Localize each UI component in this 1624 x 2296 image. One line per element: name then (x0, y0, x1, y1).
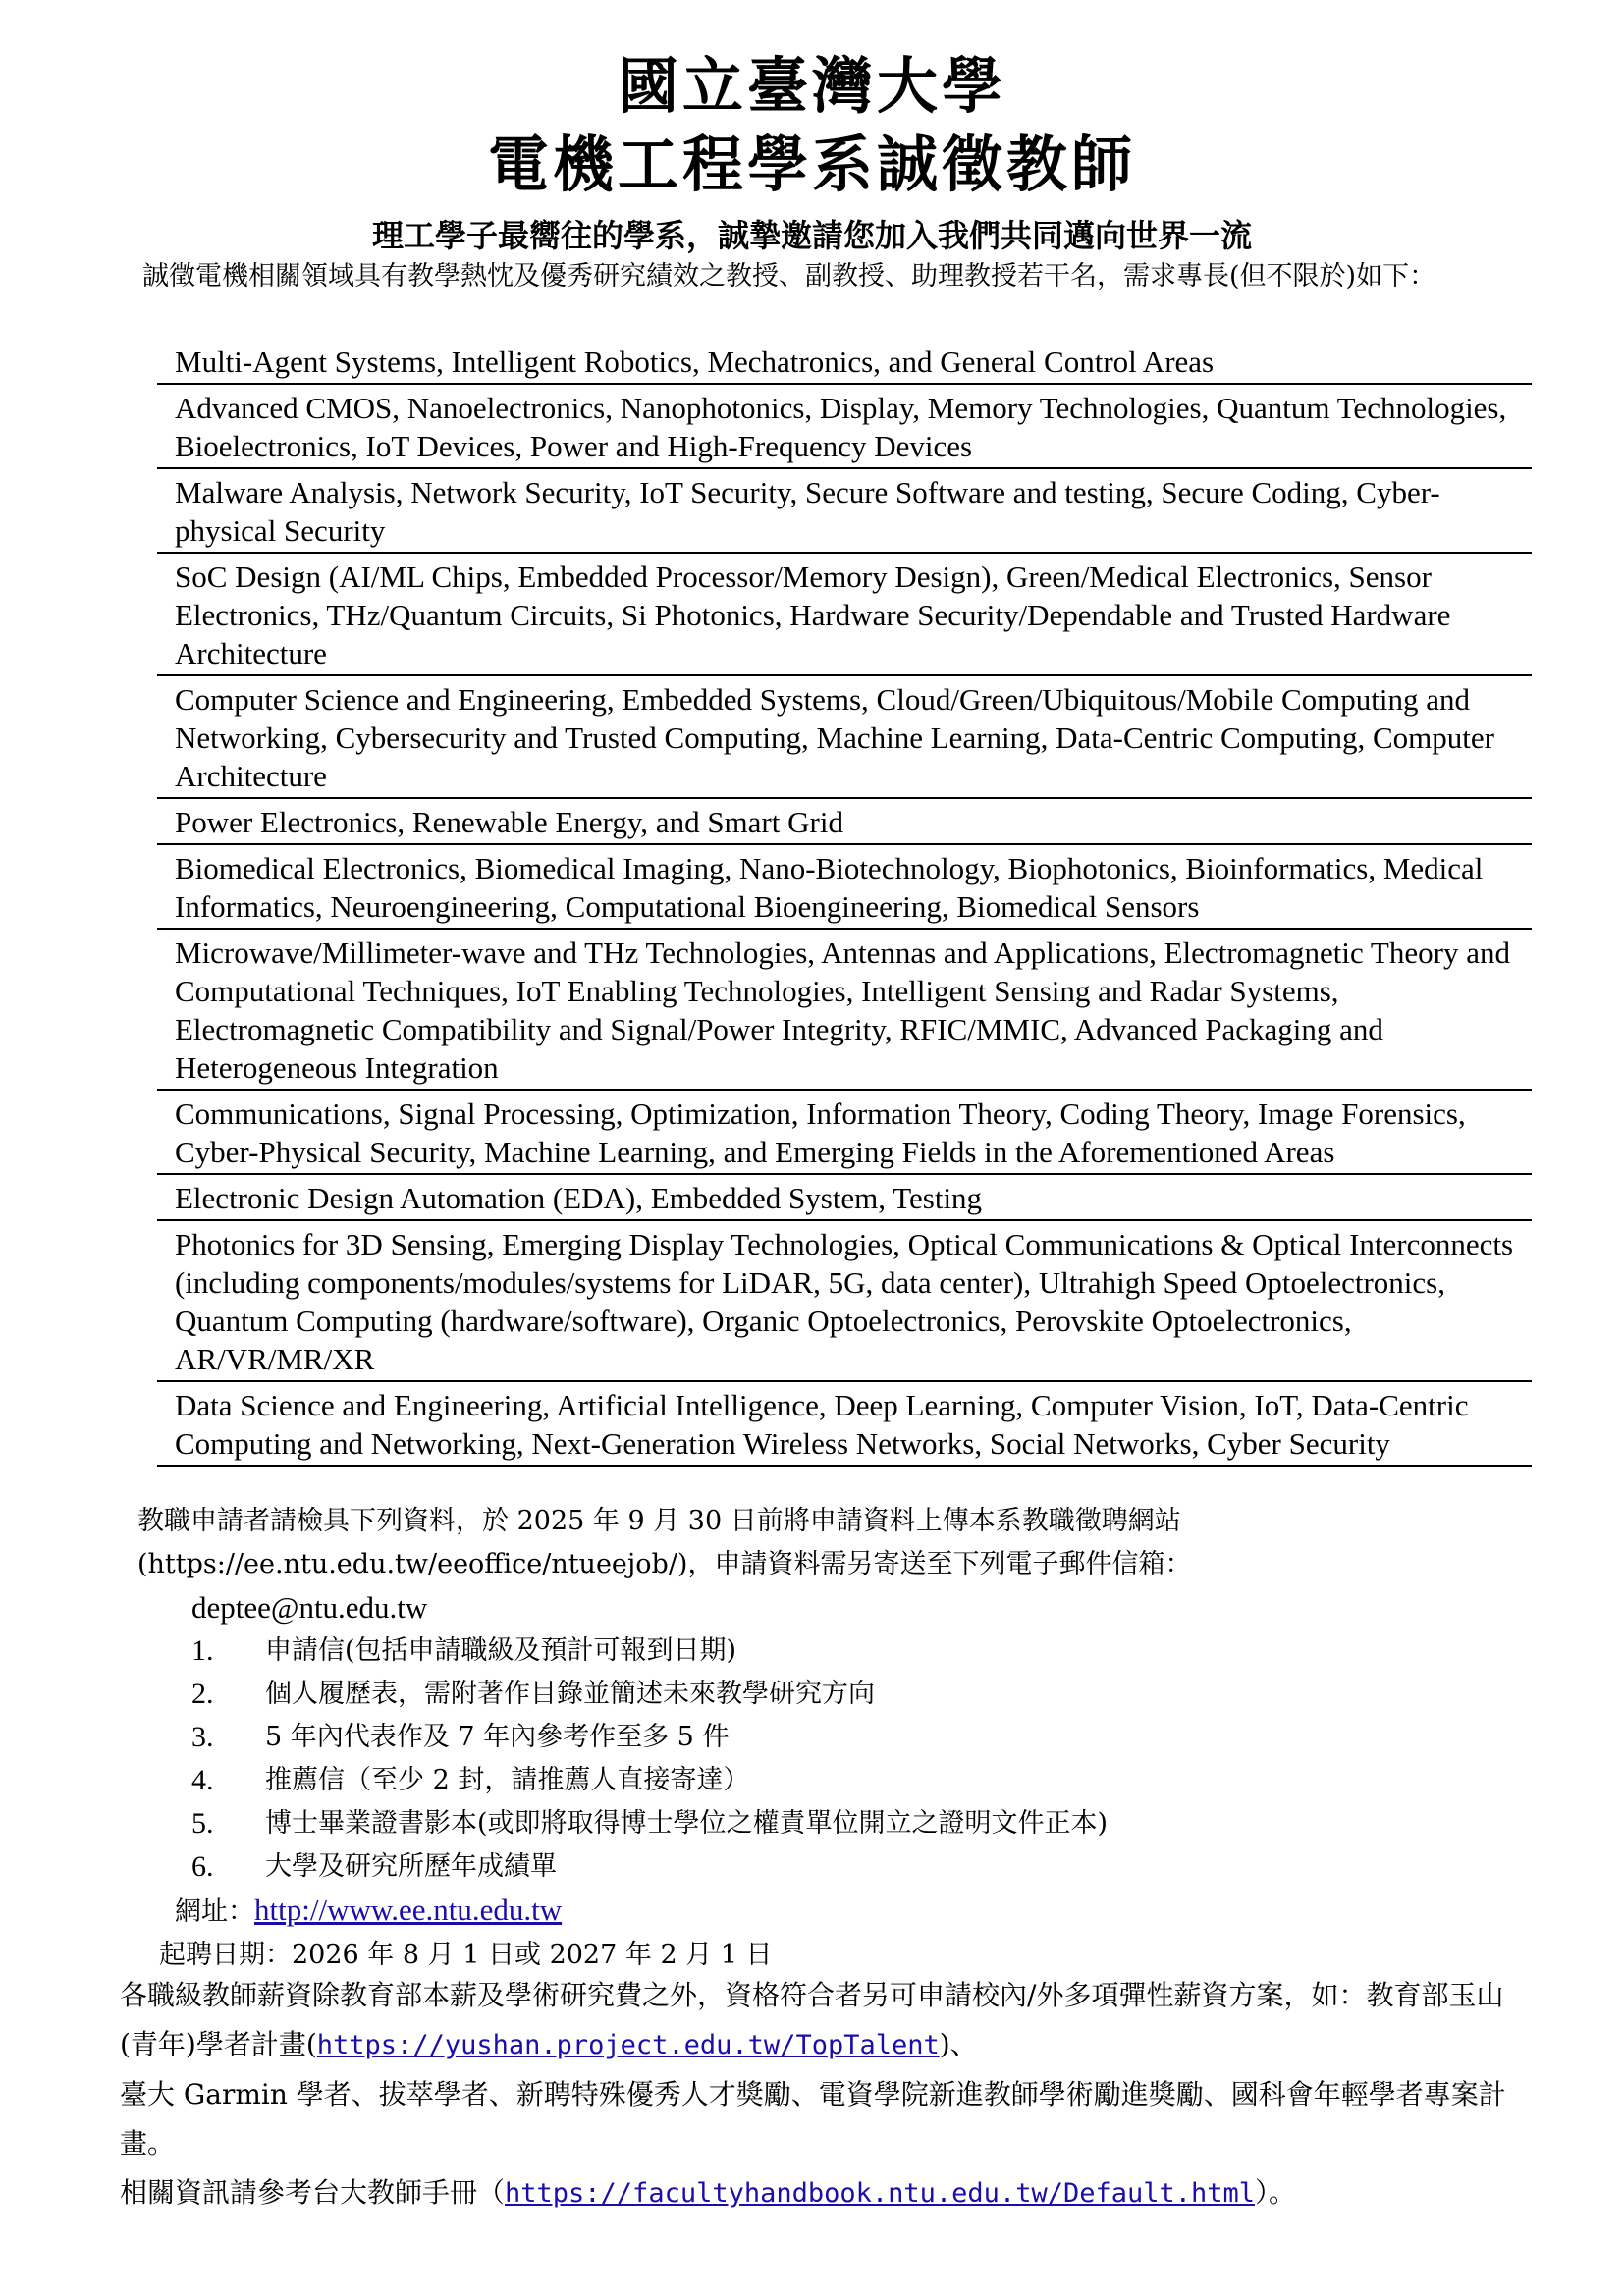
application-email[interactable]: deptee@ntu.edu.tw (191, 1590, 428, 1625)
yushan-link[interactable]: https://yushan.project.edu.tw/TopTalent (316, 2030, 940, 2060)
department-title: 電機工程學系誠徵教師 (487, 129, 1136, 200)
document-number: 1. (191, 1634, 214, 1667)
research-area-row: SoC Design (AI/ML Chips, Embedded Processor/Memory Design), Green/Medical Electronics, Sensor Electronics, THz/Quantum Circuits, Si Photonics, Hardware Security/Dependable and Trusted Hardware Architecture (157, 554, 1532, 676)
handbook-prefix: 相關資訊請參考台大教師手冊（ (120, 2176, 506, 2209)
handbook-suffix: ）。 (1255, 2176, 1297, 2209)
research-area-row: Computer Science and Engineering, Embedded Systems, Cloud/Green/Ubiquitous/Mobile Computing and Networking, Cybersecurity and Trusted Computing, Machine Learning, Data-Centric Computing, Computer Architecture (157, 676, 1532, 799)
application-instructions: 教職申請者請檢具下列資料，於 2025 年 9 月 30 日前將申請資料上傳本系教職徵聘網站(https://ee.ntu.edu.tw/eeoffice/ntueejob/)，申請資料需另寄送至下列電子郵件信箱： (137, 1506, 1192, 1579)
salary-paragraph (120, 1971, 1534, 2070)
start-date: 起聘日期：2026 年 8 月 1 日或 2027 年 2 月 1 日 (159, 1940, 773, 1970)
research-area-row: Data Science and Engineering, Artificial Intelligence, Deep Learning, Computer Vision, IoT, Data-Centric Computing and Networking, Next-Generation Wireless Networks, Social Networks, Cyber Security (157, 1382, 1532, 1467)
research-areas-table (157, 339, 1532, 1467)
document-text: 申請信(包括申請職級及預計可報到日期) (265, 1635, 737, 1666)
document-text: 博士畢業證書影本(或即將取得博士學位之權責單位開立之證明文件正本) (265, 1808, 1109, 1839)
research-area-row: Microwave/Millimeter-wave and THz Technologies, Antennas and Applications, Electromagnetic Theory and Computational Techniques, IoT Enabling Technologies, Intelligent Sensing and Radar Systems, Electromagnetic Compatibility and Signal/Power Integrity, RFIC/MMIC, Advanced Packaging and Heterogeneous Integration (157, 930, 1532, 1091)
document-item (191, 1673, 1532, 1716)
research-area-row: Advanced CMOS, Nanoelectronics, Nanophotonics, Display, Memory Technologies, Quantum Technologies, Bioelectronics, IoT Devices, Power and High-Frequency Devices (157, 385, 1532, 469)
document-text: 推薦信（至少 2 封，請推薦人直接寄達） (265, 1765, 750, 1795)
university-title: 國立臺灣大學 (617, 50, 1006, 122)
research-area-row: Electronic Design Automation (EDA), Embedded System, Testing (157, 1175, 1532, 1221)
document-number: 3. (191, 1721, 214, 1753)
document-number: 2. (191, 1678, 214, 1710)
website-link[interactable]: http://www.ee.ntu.edu.tw (254, 1893, 563, 1927)
intro-text: 誠徵電機相關領域具有教學熱忱及優秀研究績效之教授、副教授、助理教授若干名，需求專長(但不限於)如下： (142, 261, 1436, 292)
research-area-row: Communications, Signal Processing, Optimization, Information Theory, Coding Theory, Image Forensics, Cyber-Physical Security, Machine Learning, and Emerging Fields in the Aforementioned Areas (157, 1091, 1532, 1175)
research-area-row: Malware Analysis, Network Security, IoT Security, Secure Software and testing, Secure Coding, Cyber-physical Security (157, 469, 1532, 554)
document-item (191, 1759, 1532, 1802)
document-text: 個人履歷表，需附著作目錄並簡述未來教學研究方向 (265, 1679, 875, 1709)
document-number: 6. (191, 1850, 214, 1883)
handbook-link[interactable]: https://facultyhandbook.ntu.edu.tw/Default.html (505, 2178, 1256, 2209)
document-text: 5 年內代表作及 7 年內參考作至多 5 件 (265, 1722, 730, 1752)
website-line (137, 1889, 1532, 1934)
document-item (191, 1802, 1532, 1845)
research-area-row: Multi-Agent Systems, Intelligent Robotics, Mechatronics, and General Control Areas (157, 339, 1532, 385)
slogan: 理工學子最嚮往的學系，誠摯邀請您加入我們共同邁向世界一流 (371, 217, 1252, 254)
document-number: 5. (191, 1807, 214, 1840)
research-area-row: Power Electronics, Renewable Energy, and Smart Grid (157, 799, 1532, 845)
salary-text-suffix: )、 (939, 2028, 978, 2060)
document-item (191, 1845, 1532, 1889)
document-text: 大學及研究所歷年成績單 (265, 1851, 557, 1882)
website-label: 網址： (175, 1896, 254, 1927)
handbook-line (120, 2168, 1534, 2218)
document-item (191, 1629, 1532, 1673)
salary-section (120, 1971, 1534, 2218)
salary-programs: 臺大 Garmin 學者、拔萃學者、新聘特殊優秀人才獎勵、電資學院新進教師學術勵進獎勵、國科會年輕學者專案計畫。 (120, 2078, 1506, 2160)
document-number: 4. (191, 1764, 214, 1796)
research-area-row: Biomedical Electronics, Biomedical Imaging, Nano-Biotechnology, Biophotonics, Bioinformatics, Medical Informatics, Neuroengineering, Computational Bioengineering, Biomedical Sensors (157, 845, 1532, 930)
research-area-row: Photonics for 3D Sensing, Emerging Display Technologies, Optical Communications & Optical Interconnects (including components/modules/systems for LiDAR, 5G, data center), Ultrahigh Speed Optoelectronics, Quantum Computing (hardware/software), Organic Optoelectronics, Perovskite Optoelectronics, AR/VR/MR/XR (157, 1221, 1532, 1382)
document-item (191, 1716, 1532, 1759)
salary-text: 各職級教師薪資除教育部本薪及學術研究費之外，資格符合者另可申請校內/外多項彈性薪資方案，如：教育部玉山(青年)學者計畫( (120, 1979, 1504, 2060)
required-documents-list (137, 1629, 1532, 1889)
application-section (137, 1500, 1532, 1977)
